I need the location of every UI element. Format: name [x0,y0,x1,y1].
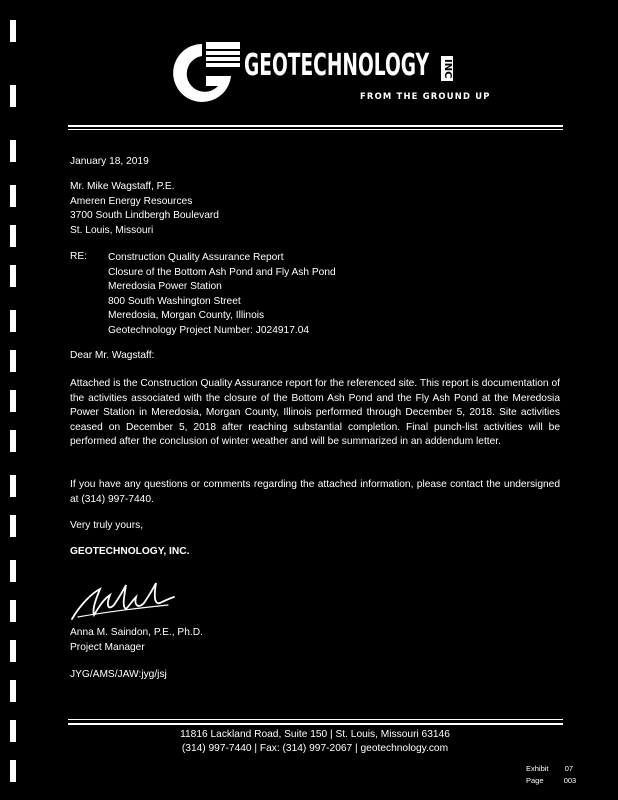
company-logo [160,40,491,105]
recipient-line: St. Louis, Missouri [70,224,154,236]
footer-contact: (314) 997-7440 | Fax: (314) 997-2067 | geotechnology.com [181,743,449,754]
reference-initials: JYG/AMS/JAW:jyg/jsj [70,669,167,680]
scan-marks [10,20,20,790]
letter-date: January 18, 2019 [70,156,149,167]
body-paragraph: Attached is the Construction Quality Assurance report for the referenced site. This report is documentation of the activities associated with the closure of the Bottom Ash Pond and the Fly Ash Pond at the Meredosia Power Station in Meredosia, Morgan County, Illinois performed through December 5, 2018. Site activities ceased on December 5, 2018 after reaching substantial completion. Final punch-list activities will be performed after the conclusion of winter weather and will be summarized in an addendum letter. [70,378,560,448]
re-label: RE: [70,251,87,262]
logo-inc: INC [441,56,453,81]
re-line: Meredosia Power Station [108,281,222,293]
company-name: GEOTECHNOLOGY, INC. [70,546,190,557]
header-rule [68,125,563,127]
g-mark-icon [160,40,244,105]
logo-wordmark: GEOTECHNOLOGY [244,48,430,83]
recipient-line: Ameren Energy Resources [70,195,193,207]
page-number: 003 [563,776,577,785]
page-label: Page [526,776,544,785]
header-rule-2 [68,129,563,130]
re-line: Meredosia, Morgan County, Illinois [108,310,265,322]
signature-image [70,575,190,625]
signer-title: Project Manager [70,641,145,653]
exhibit-number: 07 [564,764,574,773]
exhibit-stamp [526,763,573,774]
page-stamp [526,775,576,786]
re-line: 800 South Washington Street [108,295,241,307]
signer-name: Anna M. Saindon, P.E., Ph.D. [70,627,203,638]
recipient-line: Mr. Mike Wagstaff, P.E. [70,181,175,192]
footer-rule-2 [68,723,563,725]
logo-tagline: FROM THE GROUND UP [360,91,491,101]
re-line: Geotechnology Project Number: J024917.04 [108,324,310,336]
re-subject [108,251,336,339]
body-paragraph: If you have any questions or comments regarding the attached information, please contact the undersigned at (314) 997-7440. [70,479,560,505]
re-line: Closure of the Bottom Ash Pond and Fly Ash Pond [108,266,336,278]
re-line: Construction Quality Assurance Report [108,252,284,263]
footer-rule [68,719,563,720]
footer-address: 11816 Lackland Road, Suite 150 | St. Louis, Missouri 63146 [180,729,450,740]
recipient-line: 3700 South Lindbergh Boulevard [70,210,219,222]
closing: Very truly yours, [70,520,144,531]
salutation: Dear Mr. Wagstaff: [70,350,155,361]
exhibit-label: Exhibit [526,764,549,773]
